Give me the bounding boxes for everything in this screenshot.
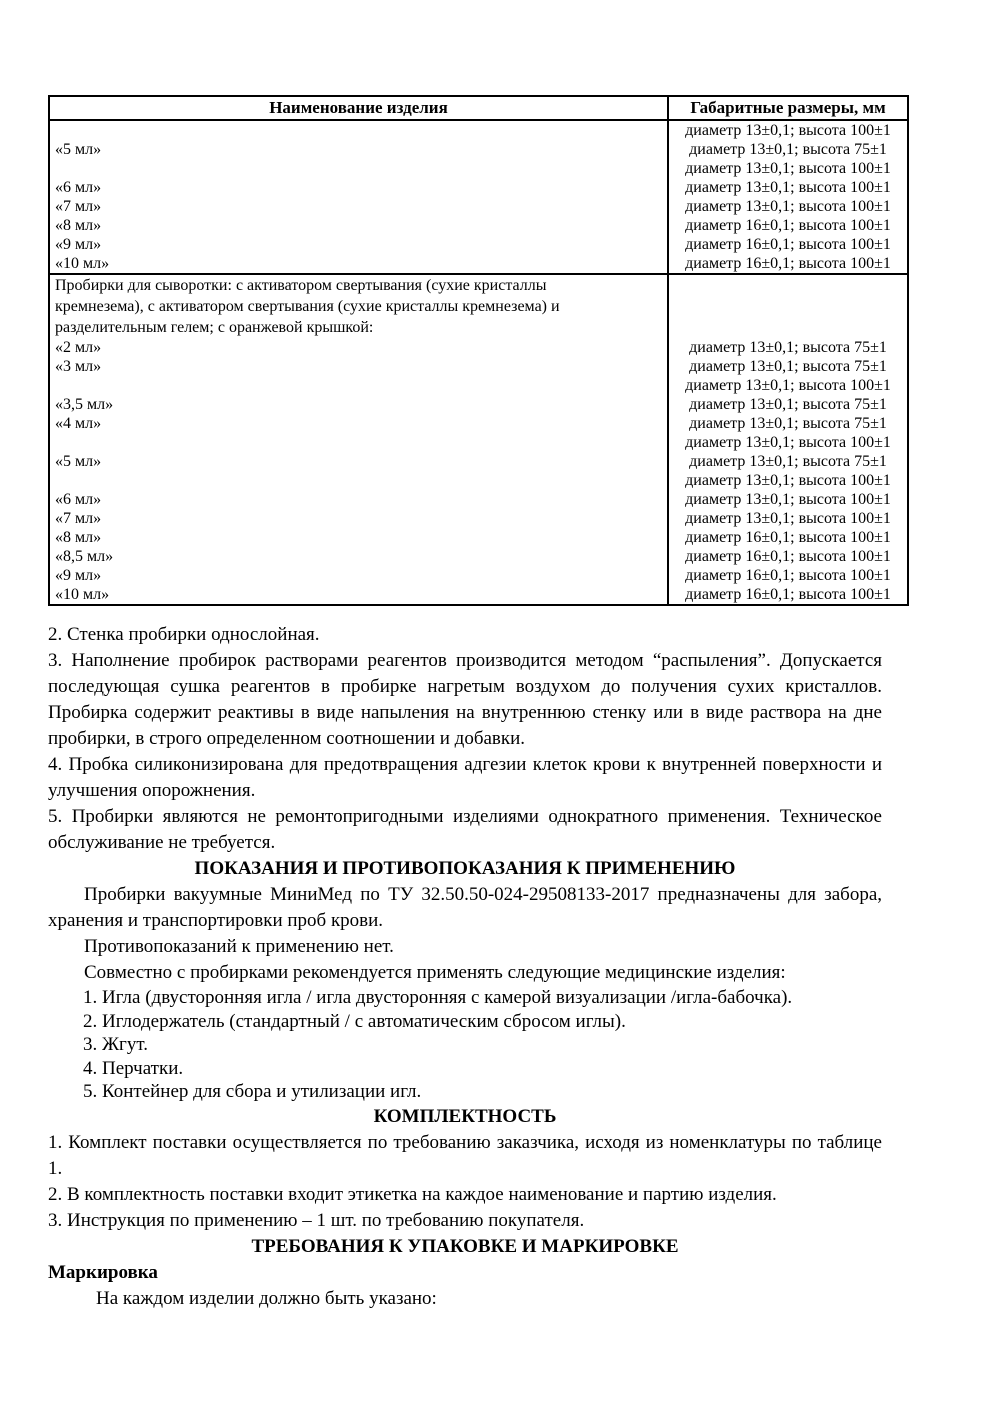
table-row-name: «9 мл» bbox=[55, 567, 102, 584]
table-row-name: «5 мл» bbox=[55, 141, 102, 158]
list-item-number: 5. bbox=[83, 1081, 98, 1102]
table-row-size: диаметр 13±0,1; высота 75±1 bbox=[689, 415, 887, 432]
indications-paragraph-2: Противопоказаний к применению нет. bbox=[84, 936, 394, 957]
recommended-item bbox=[83, 1057, 882, 1081]
table-row-size: диаметр 13±0,1; высота 75±1 bbox=[689, 453, 887, 470]
marking-paragraph-1: На каждом изделии должно быть указано: bbox=[96, 1287, 437, 1309]
table-row-name bbox=[50, 159, 667, 178]
table-section-2 bbox=[49, 274, 908, 605]
packaging-heading: ТРЕБОВАНИЯ К УПАКОВКЕ И МАРКИРОВКЕ bbox=[251, 1235, 679, 1257]
list-item-number: 3. bbox=[83, 1034, 98, 1055]
completeness-heading: КОМПЛЕКТНОСТЬ bbox=[373, 1105, 557, 1127]
table-row-size: диаметр 16±0,1; высота 100±1 bbox=[685, 255, 891, 272]
list-item-number: 1. bbox=[83, 987, 98, 1008]
table-row-name bbox=[50, 471, 667, 490]
table-row-size: диаметр 13±0,1; высота 100±1 bbox=[685, 160, 891, 177]
table-row-size: диаметр 16±0,1; высота 100±1 bbox=[685, 529, 891, 546]
list-item-number: 4. bbox=[83, 1057, 98, 1079]
recommended-item bbox=[83, 1010, 882, 1034]
recommended-devices-list bbox=[48, 986, 882, 1104]
table-row-name: «10 мл» bbox=[55, 255, 110, 272]
table-row-size: диаметр 13±0,1; высота 100±1 bbox=[685, 122, 891, 139]
recommended-item bbox=[83, 1080, 882, 1104]
body-text-block bbox=[48, 622, 882, 1312]
body-paragraph-5: 5. Пробирки являются не ремонтопригодными изделиями однократного применения. Техническое обслуживание не требуется. bbox=[48, 806, 882, 853]
marking-subheading: Маркировка bbox=[48, 1261, 158, 1283]
table-row-size: диаметр 13±0,1; высота 100±1 bbox=[685, 491, 891, 508]
table-row-name: «6 мл» bbox=[55, 491, 102, 508]
indications-heading: ПОКАЗАНИЯ И ПРОТИВОПОКАЗАНИЯ К ПРИМЕНЕНИЮ bbox=[194, 858, 736, 879]
table-row-name bbox=[50, 376, 667, 395]
table-row-size: диаметр 16±0,1; высота 100±1 bbox=[685, 567, 891, 584]
table-row-name: «7 мл» bbox=[55, 510, 102, 527]
table-row-size: диаметр 13±0,1; высота 100±1 bbox=[685, 179, 891, 196]
table-row-size: диаметр 16±0,1; высота 100±1 bbox=[685, 586, 891, 603]
list-item-text: Игла (двусторонняя игла / игла двусторонняя с камерой визуализации /игла-бабочка). bbox=[102, 987, 793, 1008]
table-row-name: «10 мл» bbox=[55, 586, 110, 603]
table-row-size: диаметр 13±0,1; высота 100±1 bbox=[685, 434, 891, 451]
table-row-size: диаметр 16±0,1; высота 100±1 bbox=[685, 236, 891, 253]
completeness-item-1: 1. Комплект поставки осуществляется по требованию заказчика, исходя из номенклатуры по таблице 1. bbox=[48, 1131, 882, 1179]
completeness-item-2: 2. В комплектность поставки входит этикетка на каждое наименование и партию изделия. bbox=[48, 1183, 777, 1205]
table-row-name: «3,5 мл» bbox=[55, 396, 114, 413]
table-row-size: диаметр 13±0,1; высота 100±1 bbox=[685, 472, 891, 489]
list-item-text: Иглодержатель (стандартный / с автоматическим сбросом иглы). bbox=[102, 1010, 626, 1032]
list-item-text: Контейнер для сбора и утилизации игл. bbox=[102, 1081, 422, 1102]
table-header-row bbox=[49, 96, 908, 120]
table-row-name: «7 мл» bbox=[55, 198, 102, 215]
recommended-item bbox=[83, 1033, 882, 1057]
list-item-text: Жгут. bbox=[102, 1034, 148, 1055]
table-row-size: диаметр 13±0,1; высота 75±1 bbox=[689, 358, 887, 375]
indications-paragraph-3: Совместно с пробирками рекомендуется применять следующие медицинские изделия: bbox=[84, 962, 786, 983]
table-row-size: диаметр 13±0,1; высота 100±1 bbox=[685, 377, 891, 394]
table-row-name: «9 мл» bbox=[55, 236, 102, 253]
table-row-name: «8 мл» bbox=[55, 217, 102, 234]
list-item-text: Перчатки. bbox=[102, 1057, 184, 1079]
table-header-size: Габаритные размеры, мм bbox=[668, 96, 908, 120]
table-row-name: «8,5 мл» bbox=[55, 548, 114, 565]
recommended-item bbox=[83, 986, 882, 1010]
table-section-1 bbox=[49, 120, 908, 274]
body-paragraph-2: 2. Стенка пробирки однослойная. bbox=[48, 624, 320, 645]
section1-name-cell bbox=[49, 120, 668, 274]
table-row-name bbox=[50, 121, 667, 140]
size-column-spacer bbox=[669, 275, 907, 338]
table-row-name: «4 мл» bbox=[55, 415, 102, 432]
serum-tubes-description: Пробирки для сыворотки: с активатором свертывания (сухие кристаллы кремнезема), с активатором свертывания (сухие кристаллы кремнезема) и разделительным гелем; с оранжевой крышкой: bbox=[55, 277, 560, 336]
section2-name-cell bbox=[49, 274, 668, 605]
table-row-size: диаметр 13±0,1; высота 100±1 bbox=[685, 198, 891, 215]
table-row-name: «5 мл» bbox=[55, 453, 102, 470]
table-row-name bbox=[50, 433, 667, 452]
body-paragraph-3: 3. Наполнение пробирок растворами реагентов производится методом “распыления”. Допускается последующая сушка реагентов в пробирке нагретым воздухом до получения сухих кристаллов. Пробирка содержит реактивы в виде напыления на внутреннюю стенку или в виде раствора на дне пробирки, в строго определенном соотношении и добавки. bbox=[48, 650, 882, 749]
table-row-name: «8 мл» bbox=[55, 529, 102, 546]
table-row-size: диаметр 16±0,1; высота 100±1 bbox=[685, 548, 891, 565]
table-row-size: диаметр 13±0,1; высота 75±1 bbox=[689, 141, 887, 158]
table-row-size: диаметр 16±0,1; высота 100±1 bbox=[685, 217, 891, 234]
table-row-size: диаметр 13±0,1; высота 75±1 bbox=[689, 396, 887, 413]
spec-table bbox=[48, 95, 909, 606]
table-row-name: «2 мл» bbox=[55, 339, 102, 356]
section1-size-cell bbox=[668, 120, 908, 274]
table-row-size: диаметр 13±0,1; высота 75±1 bbox=[689, 339, 887, 356]
table-row-name: «6 мл» bbox=[55, 179, 102, 196]
completeness-item-3: 3. Инструкция по применению – 1 шт. по требованию покупателя. bbox=[48, 1209, 585, 1231]
indications-paragraph-1: Пробирки вакуумные МиниМед по ТУ 32.50.50-024-29508133-2017 предназначены для забора, хранения и транспортировки проб крови. bbox=[48, 884, 882, 931]
table-row-size: диаметр 13±0,1; высота 100±1 bbox=[685, 510, 891, 527]
table-row-name: «3 мл» bbox=[55, 358, 102, 375]
table-header-name: Наименование изделия bbox=[49, 96, 668, 120]
section2-size-cell bbox=[668, 274, 908, 605]
body-paragraph-4: 4. Пробка силиконизирована для предотвращения адгезии клеток крови к внутренней поверхности и улучшения опорожнения. bbox=[48, 754, 882, 801]
list-item-number: 2. bbox=[83, 1010, 98, 1032]
